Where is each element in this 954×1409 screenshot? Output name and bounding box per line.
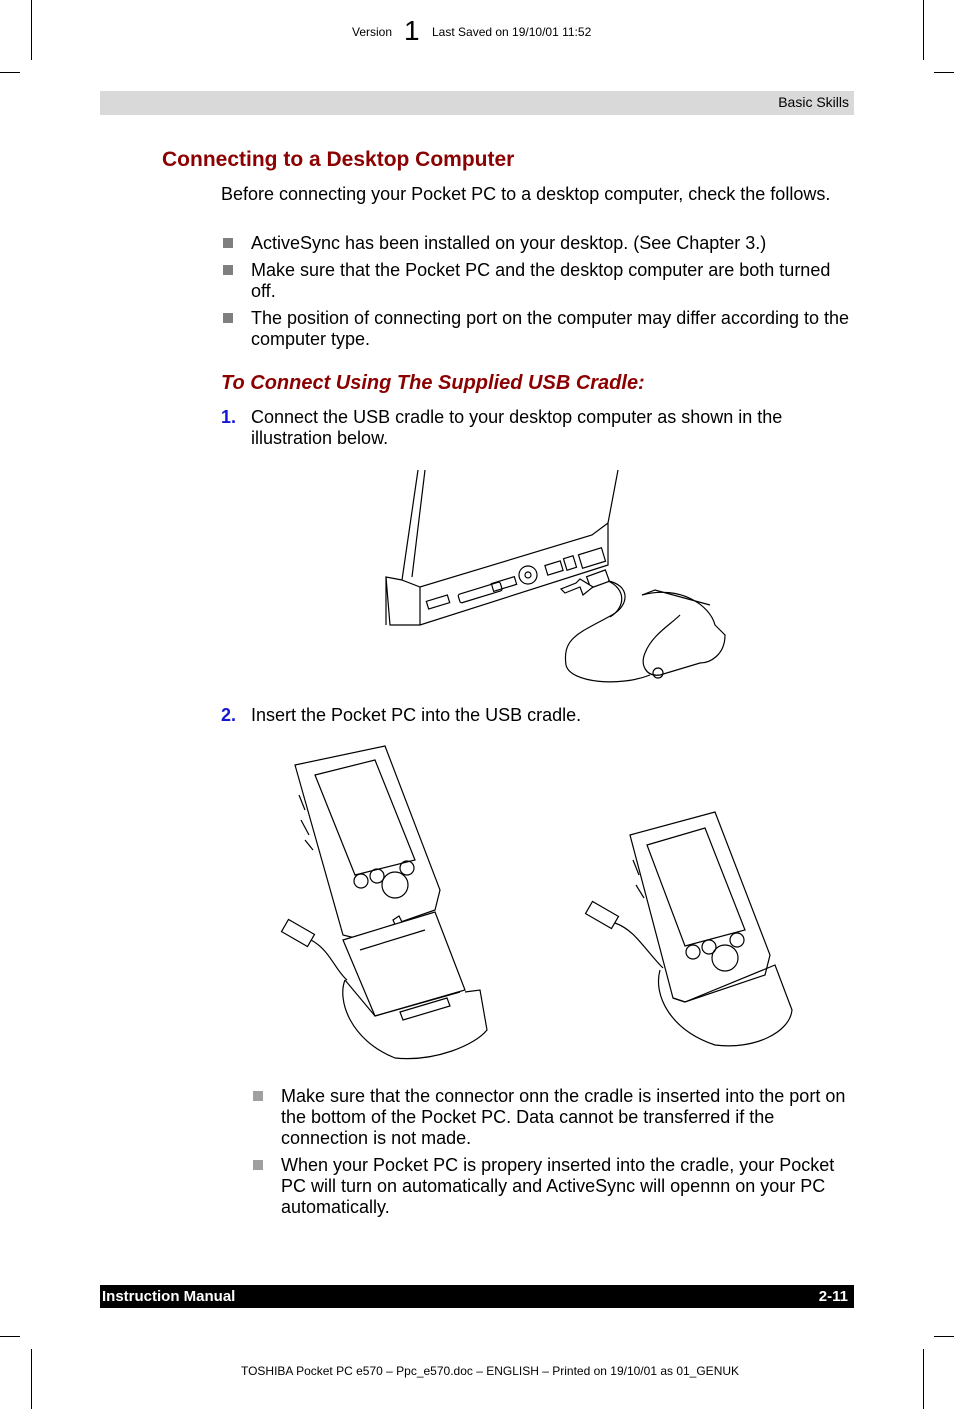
print-info-line: TOSHIBA Pocket PC e570 – Ppc_e570.doc – ENGLISH – Printed on 19/10/01 as 01_GENUK: [240, 1364, 740, 1378]
bullet-square-icon: [253, 1091, 263, 1101]
crop-mark: [923, 1349, 924, 1409]
crop-mark: [0, 1336, 20, 1337]
step-1: [221, 407, 841, 449]
footer-manual-title: Instruction Manual: [102, 1288, 236, 1305]
bullet-square-icon: [223, 265, 233, 275]
last-saved: Last Saved on 19/10/01 11:52: [432, 25, 592, 39]
note-item: [251, 1155, 851, 1218]
section-title: Connecting to a Desktop Computer: [162, 148, 515, 171]
version-line: [352, 15, 612, 48]
desktop-computer-usb-cradle-illustration: [380, 465, 740, 695]
crop-mark: [0, 72, 20, 73]
checklist: [221, 233, 851, 356]
checklist-item: [221, 260, 851, 302]
step-2: [221, 705, 841, 726]
note-item: [251, 1086, 851, 1149]
bullet-square-icon: [253, 1160, 263, 1170]
pocket-pc-cradle-insertion-illustration: [275, 740, 805, 1070]
footer-bar: [100, 1285, 854, 1308]
crop-mark: [934, 1336, 954, 1337]
procedure-title: To Connect Using The Supplied USB Cradle:: [221, 372, 645, 394]
note-item-text: When your Pocket PC is propery inserted into the cradle, your Pocket PC will turn on automatically and ActiveSync will opennn on your PC automatically.: [281, 1155, 835, 1217]
note-item-text: Make sure that the connector onn the cradle is inserted into the port on the bottom of the Pocket PC. Data cannot be transferred if the connection is not made.: [281, 1086, 846, 1148]
crop-mark: [31, 0, 32, 60]
notes-list: [251, 1086, 851, 1224]
checklist-item: [221, 233, 851, 254]
checklist-item-text: ActiveSync has been installed on your desktop. (See Chapter 3.): [251, 233, 767, 253]
crop-mark: [934, 72, 954, 73]
checklist-item-text: Make sure that the Pocket PC and the desktop computer are both turned off.: [251, 260, 831, 301]
bullet-square-icon: [223, 313, 233, 323]
intro-paragraph: Before connecting your Pocket PC to a desktop computer, check the follows.: [221, 184, 831, 204]
step-text: Insert the Pocket PC into the USB cradle.: [251, 705, 582, 725]
checklist-item: [221, 308, 851, 350]
bullet-square-icon: [223, 238, 233, 248]
crop-mark: [923, 0, 924, 60]
step-number: 1.: [221, 407, 237, 427]
crop-mark: [31, 1349, 32, 1409]
step-text: Connect the USB cradle to your desktop computer as shown in the illustration below.: [251, 407, 783, 448]
version-number: 1: [404, 15, 420, 46]
running-header-text: Basic Skills: [778, 94, 849, 110]
checklist-item-text: The position of connecting port on the computer may differ according to the computer type.: [251, 308, 850, 349]
running-header: [100, 91, 854, 115]
page-number: 2-11: [818, 1288, 848, 1305]
step-number: 2.: [221, 705, 237, 725]
version-label: Version: [352, 25, 393, 39]
